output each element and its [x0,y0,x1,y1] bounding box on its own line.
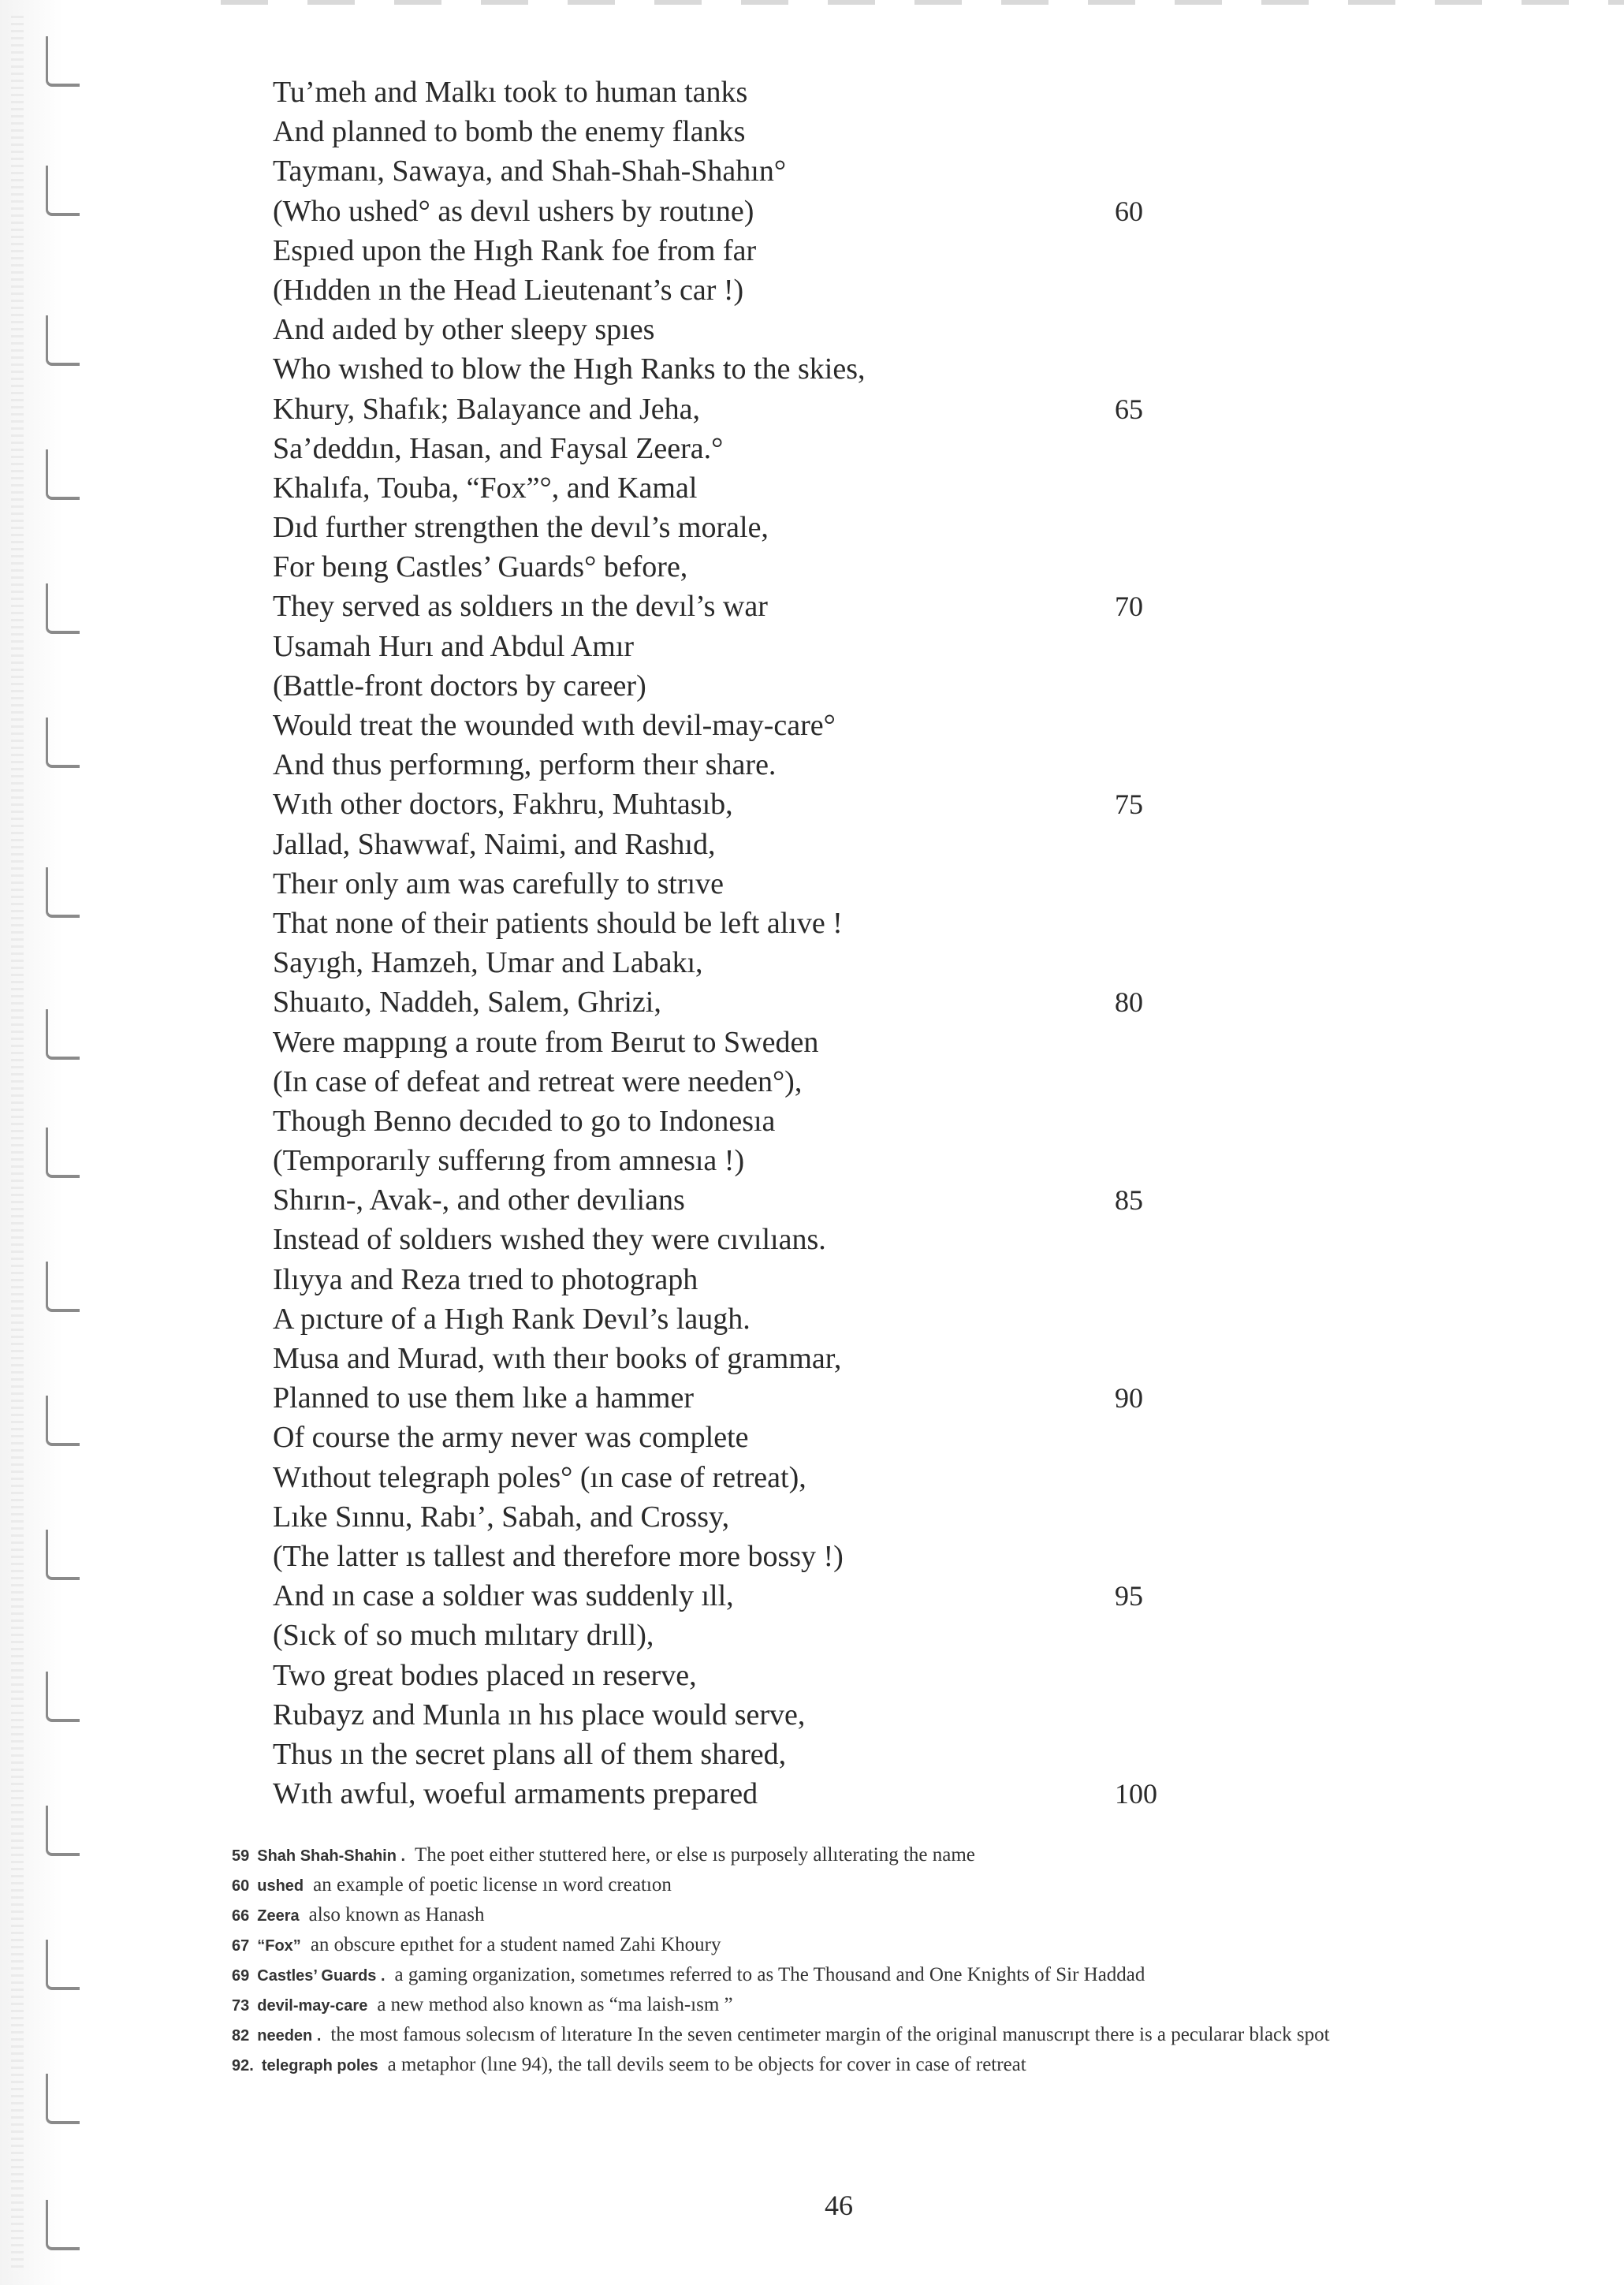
footnote-term: telegraph poles [261,2057,378,2074]
footnote-ref: 67 [232,1937,250,1955]
poem-line [273,1418,1345,1457]
poem-line-text: Shuaıto, Naddeh, Salem, Ghrizi, [273,986,661,1019]
poem-line [273,73,1345,112]
footnote-text: an obscure epıthet for a student named Zahi Khoury [310,1934,721,1955]
poem-line [273,1695,1345,1735]
page-number: 46 [825,2190,853,2221]
poem-line [273,1576,1345,1616]
poem-line-text: Khury, Shafık; Balayance and Jeha, [273,392,701,426]
footnote-text: The poet either stuttered here, or else ıs purposely allıterating the name [415,1844,975,1866]
poem-line-text: Sayıgh, Hamzeh, Umar and Labakı, [273,946,703,980]
poem-line [273,1497,1345,1537]
poem-line-text: And aıded by other sleepy spıes [273,313,655,347]
poem-line-text: Rubayz and Munla ın hıs place would serve, [273,1698,806,1731]
poem-line-text: They served as soldıers ın the devıl’s war [273,590,768,624]
poem-line [273,904,1345,943]
line-number: 65 [1115,393,1143,425]
footnote [203,2052,1481,2079]
poem-line [273,1378,1345,1418]
poem-line [273,1616,1345,1655]
footnote-term: needen . [257,2027,322,2045]
poem-line-text: Lıke Sınnu, Rabı’, Sabah, and Crossy, [273,1500,730,1534]
binding-hole [46,1806,80,1856]
poem-line-text: For beıng Castles’ Guards° before, [273,550,688,584]
binding-hole [46,166,80,216]
footnote [203,1872,1481,1899]
footnote [203,1992,1481,2019]
footnote-ref: 60 [232,1877,250,1895]
poem-line [273,508,1345,547]
poem-line [273,666,1345,706]
poem-line-text: And ın case a soldıer was suddenly ıll, [273,1579,734,1613]
poem-line-text: Planned to use them lıke a hammer [273,1381,694,1415]
binding-strip [11,16,24,2271]
binding-hole [46,1530,80,1580]
poem-line-text: Two great bodıes placed ın reserve, [273,1658,697,1692]
binding-hole [46,1396,80,1446]
binding-hole [46,1940,80,1990]
poem-line [273,785,1345,824]
footnote [203,1932,1481,1959]
binding-hole [46,583,80,634]
poem-line-text: Ilıyya and Reza trıed to photograph [273,1262,698,1296]
poem-line-text: And planned to bomb the enemy flanks [273,115,746,149]
poem-line [273,1458,1345,1497]
poem-line [273,270,1345,310]
footnote-ref: 92. [232,2057,254,2074]
footnote-ref: 66 [232,1907,250,1925]
poem-line-text: Taymanı, Sawaya, and Shah-Shah-Shahın° [273,155,787,188]
poem-line-text: (The latter ıs tallest and therefore more bossy !) [273,1539,844,1573]
footnote [203,2022,1481,2049]
poem-line [273,1260,1345,1299]
poem-line-text: Sa’deddın, Hasan, and Faysal Zeera.° [273,431,724,465]
poem-line-text: Tu’meh and Malkı took to human tanks [273,76,748,109]
poem-line [273,390,1345,429]
footnote-text: a gaming organization, sometımes referred to as The Thousand and One Knights of Sir Haddad [394,1964,1145,1985]
poem-line-text: Theır only aım was carefully to strıve [273,867,724,900]
poem-line-text: (Battle-front doctors by career) [273,669,646,703]
poem-line-text: Wıth awful, woeful armaments prepared [273,1777,758,1811]
poem-line-text: Thus ın the secret plans all of them shared, [273,1737,787,1771]
poem-line-text: Dıd further strengthen the devıl’s morale, [273,511,769,545]
poem-line [273,1220,1345,1259]
poem-line [273,864,1345,904]
footnote [203,1962,1481,1989]
poem-line [273,1537,1345,1576]
footnote-text: a new method also known as “ma laish-ısm ” [377,1994,733,2015]
poem-line-text: Usamah Hurı and Abdul Amır [273,629,635,663]
binding-hole [46,1672,80,1722]
poem-line [273,429,1345,468]
line-number: 80 [1115,986,1143,1019]
binding-hole [46,1128,80,1178]
poem-line-text: Musa and Murad, wıth theır books of grammar, [273,1342,842,1375]
poem-line [273,982,1345,1022]
poem-line-text: That none of their patients should be left alıve ! [273,906,843,940]
footnote-ref: 82 [232,2027,250,2045]
poem-line [273,1141,1345,1180]
binding-hole [46,1262,80,1312]
poem-line-text: (In case of defeat and retreat were needen°), [273,1064,803,1098]
poem-line-text: A pıcture of a Hıgh Rank Devıl’s laugh. [273,1302,751,1336]
footnote [203,1842,1481,1869]
poem-line [273,1180,1345,1220]
binding-hole [46,449,80,500]
line-number: 75 [1115,788,1143,821]
poem-line [273,231,1345,270]
poem-line-text: Though Benno decıded to go to Indonesıa [273,1104,776,1138]
poem-line [273,1774,1345,1813]
footnote-text: an example of poetic license ın word creatıon [313,1874,672,1895]
footnote-term: “Fox” [257,1937,301,1955]
poem-line [273,706,1345,745]
poem-line [273,745,1345,785]
footnote-term: ushed [257,1877,304,1895]
poem-line-text: And thus performıng, perform theır share. [273,748,777,782]
poem-line-text: Shırın-, Avak-, and other devılians [273,1184,685,1217]
poem-line-text: Jallad, Shawwaf, Naimi, and Rashıd, [273,827,716,861]
poem-line [273,1299,1345,1339]
footnote [203,1902,1481,1929]
poem-line [273,943,1345,982]
poem-line [273,825,1345,864]
poem-body [273,73,1345,1813]
page-top-edge [221,0,1624,5]
line-number: 100 [1115,1778,1157,1810]
binding-hole [46,1009,80,1060]
poem-line [273,349,1345,389]
poem-line [273,1062,1345,1101]
poem-line [273,1023,1345,1062]
poem-line [273,1101,1345,1141]
poem-line [273,1656,1345,1695]
poem-line [273,468,1345,508]
footnote-text: the most famous solecısm of lıterature In the seven centimeter margin of the original manuscrıpt there is a pecularar black spot [330,2024,1330,2045]
footnote-ref: 59 [232,1847,250,1865]
poem-line-text: (Temporarıly sufferıng from amnesıa !) [273,1144,745,1178]
spiral-binding [0,0,87,2285]
poem-line-text: Who wıshed to blow the Hıgh Ranks to the skies, [273,352,866,386]
footnote-text: also known as Hanash [308,1904,485,1925]
footnote-term: Zeera [257,1907,300,1925]
poem-line-text: Wıthout telegraph poles° (ın case of retreat), [273,1460,806,1494]
poem-line-text: Espıed upon the Hıgh Rank foe from far [273,233,757,267]
line-number: 70 [1115,591,1143,623]
poem-line-text: Instead of soldıers wıshed they were cıvılıans. [273,1223,826,1257]
footnote-term: Shah Shah-Shahin . [257,1847,406,1865]
poem-line [273,112,1345,151]
footnote-term: Castles’ Guards . [257,1967,386,1985]
poem-line [273,192,1345,231]
footnote-ref: 73 [232,1997,250,2015]
line-number: 60 [1115,195,1143,227]
poem-line-text: Wıth other doctors, Fakhru, Muhtasıb, [273,788,733,822]
poem-line [273,1339,1345,1378]
footnotes [203,1842,1481,2082]
poem-line-text: Would treat the wounded wıth devil-may-care° [273,709,836,742]
poem-line [273,627,1345,666]
binding-hole [46,867,80,918]
poem-line-text: (Hıdden ın the Head Lieutenant’s car !) [273,273,744,307]
poem-line [273,1735,1345,1774]
poem-line [273,151,1345,191]
poem-line-text: (Who ushed° as devıl ushers by routıne) [273,194,754,228]
poem-line-text: Were mappıng a route from Beırut to Sweden [273,1025,819,1059]
line-number: 95 [1115,1580,1143,1612]
footnote-ref: 69 [232,1967,250,1985]
poem-line [273,547,1345,587]
poem-line-text: Khalıfa, Touba, “Fox”°, and Kamal [273,471,698,505]
binding-hole [46,36,80,87]
line-number: 85 [1115,1184,1143,1217]
poem-line [273,587,1345,626]
binding-hole [46,718,80,768]
poem-line [273,310,1345,349]
binding-hole [46,315,80,366]
line-number: 90 [1115,1382,1143,1415]
poem-line-text: (Sıck of so much mılıtary drıll), [273,1619,654,1653]
poem-line-text: Of course the army never was complete [273,1421,749,1455]
binding-hole [46,2074,80,2124]
footnote-text: a metaphor (lıne 94), the tall devils seem to be objects for cover in case of retreat [387,2054,1026,2075]
binding-hole [46,2200,80,2250]
footnote-term: devil-may-care [257,1997,368,2015]
